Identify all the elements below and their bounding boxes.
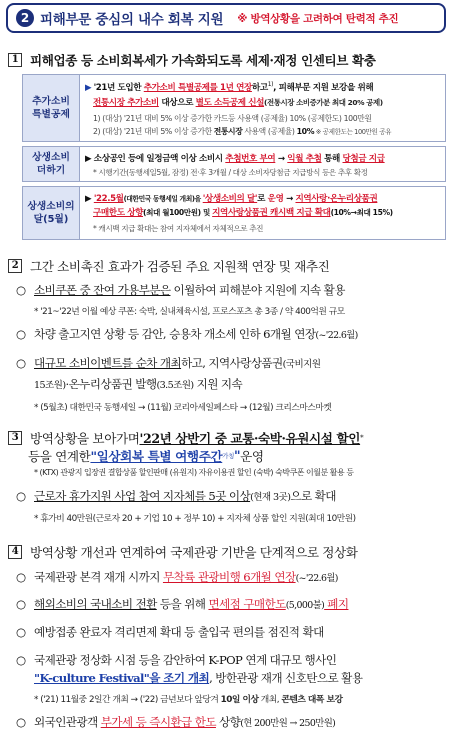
s4-item5-c: 상향	[215, 715, 241, 729]
row3-line2	[93, 206, 393, 218]
row3-l1-e: 로	[257, 194, 268, 204]
s2-item3-e: ·온누리상품권 발행	[65, 377, 157, 391]
section3-title2-sup: 가칭	[222, 452, 234, 460]
row3-l1-g: →	[283, 194, 296, 204]
row3-l2-a: 구매한도 상향	[93, 208, 144, 218]
s4-item2-b: 등을 위해	[156, 597, 209, 611]
section1-heading	[8, 50, 376, 69]
section4-item3	[16, 624, 324, 640]
section3-title2-d: 운영	[240, 449, 264, 464]
row1-l2-b: 대상으로	[158, 98, 196, 108]
s4-item4-sub-a: * ('21) 11월중 2일간 개최 → ('22) 금년보다 앞당겨	[34, 695, 221, 705]
row2-l1-c: →	[275, 154, 288, 164]
s4-item5-b: 부가세 등 즉시환급 한도	[100, 715, 216, 729]
row-mutual-consumption-month	[22, 186, 446, 240]
row-mutual-consumption-plus	[22, 146, 446, 182]
section2-item3-sub: * (5월초) 대한민국 동행세일 → (11월) 코리아세일페스타 → (12월) 크리스마스마켓	[34, 403, 332, 413]
row1-line4	[93, 126, 391, 137]
row2-line1	[85, 152, 385, 164]
section4-item1	[16, 569, 338, 585]
s4-item4-c: , 방한관광 재개 신호탄으로 활용	[209, 671, 363, 685]
row3-line1	[85, 192, 377, 204]
s4-item4-a: 국제관광 정상화 시점 등을 감안하여 K-POP 연계 대규모 행사인	[34, 653, 337, 667]
s3-item-a: 근로자 휴가지원 사업 참여 지자체를 5곳 이상	[34, 489, 251, 503]
row2-label-text: 상생소비 더하기	[32, 152, 70, 176]
s4-item4-sub-b: 10일 이상	[220, 695, 259, 705]
section3-heading	[8, 428, 363, 447]
section1-title: 피해업종 등 소비회복세가 가속화되도록 세제·재정 인센티브 확충	[30, 53, 376, 68]
circle-bullet-icon: ○	[16, 570, 26, 584]
s4-item5-d: (현 200만원 → 250만원)	[240, 718, 336, 729]
s4-item2-e: 폐지	[324, 597, 349, 611]
s4-item3-a: 예방접종 완료자 격리면제 확대 등 출입국 편의를 점진적 확대	[34, 625, 324, 639]
section4-item4-cont	[34, 670, 362, 686]
section2-item3	[16, 355, 320, 371]
row2-l1-e: 통해	[321, 154, 343, 164]
s2-item3-a: 대규모 소비이벤트를 순차 개최	[34, 356, 182, 370]
section4-item2	[16, 596, 348, 612]
section2-item3-cont	[34, 376, 242, 392]
circle-bullet-icon: ○	[16, 283, 26, 297]
row3-l2-d: (10%→최대 15%)	[330, 208, 393, 217]
section1-box: 1	[8, 53, 22, 67]
row2-l1-f: 당첨금 지급	[342, 154, 385, 164]
s4-item1-b: 무착륙 관광비행 6개월 연장	[162, 570, 296, 584]
arrow-bullet-icon: ▶	[85, 83, 92, 93]
section2-heading	[8, 256, 329, 275]
row3-l2-c: 지역사랑상품권 캐시백 지급 확대	[212, 208, 331, 218]
row3-l1-c: (대한민국 동행세일 개최)을	[123, 195, 203, 203]
circle-bullet-icon: ○	[16, 327, 26, 341]
row1-l4-c: 사용액 (공제율)	[242, 127, 297, 136]
s2-item3-b: 하고, 지역사랑상품권	[181, 356, 283, 370]
section4-item4	[16, 652, 336, 668]
s4-item1-c: (~'22.6월)	[295, 573, 338, 584]
s2-item1-b: 이월하여 피해분야 지원에 지속 활용	[170, 283, 345, 297]
section4-item5	[16, 714, 335, 730]
section2-box: 2	[8, 259, 22, 273]
s4-item2-a: 해외소비의 국내소비 전환	[34, 597, 157, 611]
section3-sub2: * 휴가비 40만원(근로자 20 + 기업 10 + 정부 10) + 지자체 상품 할인 지원(최대 10만원)	[34, 514, 356, 524]
section3-title2-b: "일상회복 특별 여행주간	[90, 449, 223, 464]
section2-item2	[16, 326, 358, 342]
s4-item2-d: (5,000불)	[285, 600, 325, 611]
row1-line1	[85, 81, 373, 93]
s2-item3-c: (국비지원	[282, 359, 321, 370]
row1-l2-c: 별도 소득공제 신설	[195, 98, 265, 108]
section3-title-sup: *	[360, 433, 364, 442]
row1-l4-b: 전통시장	[213, 127, 243, 136]
row1-l4-a: 2) (대상) '21년 대비 5% 이상 증가한	[93, 127, 214, 136]
row2-l1-a: ▶ 소상공인 등에 일정금액 이상 소비시	[85, 154, 226, 164]
row1-text-d: , 피해부문 지원 보강을 위해	[273, 83, 374, 93]
section2-item1	[16, 282, 345, 298]
section4-item4-sub	[34, 692, 342, 705]
s4-item5-a: 외국인관광객	[34, 715, 101, 729]
section2-title: 그간 소비촉진 효과가 검증된 주요 지원책 연장 및 재추진	[30, 259, 330, 274]
row3-label	[23, 187, 80, 239]
s2-item1-a: 소비쿠폰 중 잔여 가용부분은	[34, 283, 171, 297]
row3-l1-d: '상생소비의 달'	[202, 194, 258, 204]
section3-title2-c: "	[234, 448, 241, 463]
row3-l1-b: '22.5월	[93, 194, 124, 204]
section3-box: 3	[8, 431, 22, 445]
row1-sup: 1)	[267, 81, 274, 89]
row3-l1-a: ▶	[85, 194, 94, 204]
row2-label	[23, 147, 80, 181]
section3-title-b: '22년 상반기 중 교통·숙박·유원시설 할인	[139, 431, 361, 446]
header-note: ※ 방역상황을 고려하여 탄력적 추진	[237, 12, 399, 25]
row2-l1-d: 익월 추첨	[287, 154, 322, 164]
header-title: 피해부문 중심의 내수 회복 지원	[40, 12, 224, 28]
row1-text-a: '21년 도입한	[93, 83, 144, 93]
section3-title2-a: 등을 연계한	[28, 449, 91, 464]
circle-bullet-icon: ○	[16, 625, 26, 639]
section4-title: 방역상황 개선과 연계하여 국제관광 기반을 단계적으로 정상화	[30, 545, 358, 560]
row1-l2-a: 전통시장 추가소비	[93, 98, 159, 108]
section3-sub1: * (KTX) 관광지 입장권 결합상품 할인판매 (유원지) 자유이용권 할인 (숙박) 숙박쿠폰 이월분 활용 등	[34, 468, 354, 477]
row3-l2-b: (최대 월100만원) 및	[143, 208, 213, 217]
s4-item1-a: 국제관광 본격 재개 시까지	[34, 570, 163, 584]
row1-line2	[93, 96, 383, 108]
s2-item3-g: 지원 지속	[193, 377, 243, 391]
section3-title-a: 방역상황을 보아가며	[30, 431, 140, 446]
s2-item2-b: (~'22.6월)	[315, 330, 358, 341]
section4-box: 4	[8, 545, 22, 559]
row1-text-b: 추가소비 특별공제를 1년 연장	[143, 83, 252, 93]
row3-l1-f: 운영	[267, 194, 284, 204]
section2-item1-sub: * '21~'22년 이월 예상 쿠폰: 숙박, 실내체육시설, 프로스포츠 총 3종 / 약 400억원 규모	[34, 307, 345, 317]
s4-item4-b: "K-culture Festival"을 조기 개최	[34, 671, 210, 685]
header-number: 2	[16, 9, 34, 27]
s4-item4-sub-c: 개최,	[258, 695, 282, 705]
row1-l2-e: (전통시장 소비증가분 최대 20% 공제)	[264, 98, 383, 107]
section3-heading-line2	[28, 446, 264, 465]
s4-item4-sub-d: 콘텐츠 대폭 보강	[281, 695, 343, 705]
section3-item	[16, 488, 336, 504]
s2-item3-f: (3.5조원)	[156, 380, 194, 391]
circle-bullet-icon: ○	[16, 489, 26, 503]
s3-item-c: 으로 확대	[290, 489, 336, 503]
row1-text-c: 하고	[251, 83, 268, 93]
row1-line3: 1) (대상) '21년 대비 5% 이상 증가한 카드등 사용액 (공제율) 10% (공제한도) 100만원	[93, 114, 372, 123]
circle-bullet-icon: ○	[16, 597, 26, 611]
s2-item3-d: 15조원)	[34, 380, 66, 391]
circle-bullet-icon: ○	[16, 653, 26, 667]
row-additional-consumption	[22, 74, 446, 142]
row3-label-text: 상생소비의 달(5월)	[27, 201, 75, 225]
row1-label-text: 추가소비 특별공제	[32, 96, 70, 120]
row2-line2: * 시행기간(동행세일5월, 잠정) 전·후 3개월 / 대상 소비자당첨금 지급방식 등은 추후 확정	[93, 168, 368, 177]
circle-bullet-icon: ○	[16, 715, 26, 729]
section-header	[6, 3, 446, 33]
s4-item2-c: 면세점 구매한도	[208, 597, 286, 611]
section4-heading	[8, 542, 358, 561]
row1-l4-d: 10%	[296, 127, 315, 136]
row1-l4-e: ※ 공제한도는 100만원 공유	[314, 128, 392, 136]
row3-line3: * 캐시백 지급 확대는 참여 지자체에서 자체적으로 추진	[93, 224, 264, 233]
row3-l1-h: 지역사랑·온누리상품권	[295, 194, 378, 204]
row2-l1-b: 추첨번호 부여	[225, 154, 276, 164]
row1-label	[23, 75, 80, 141]
s2-item2-a: 차량 출고지연 상황 등 감안, 승용차 개소세 인하 6개월 연장	[34, 327, 316, 341]
circle-bullet-icon: ○	[16, 356, 26, 370]
s3-item-b: (현재 3곳)	[250, 492, 291, 503]
